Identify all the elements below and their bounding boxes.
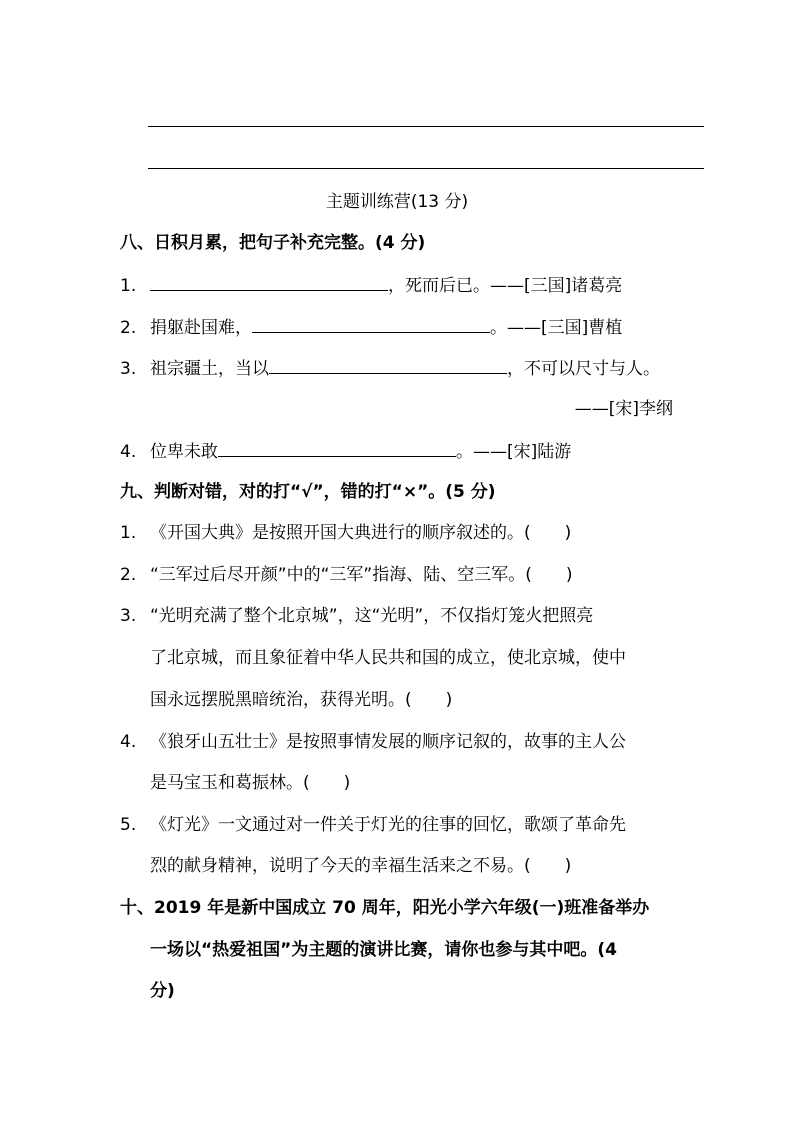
q8-item-4-after: 。——[宋]陆游 xyxy=(456,442,572,462)
q8-item-4-num: 4. xyxy=(120,442,137,462)
q10-line-1: 十、2019 年是新中国成立 70 周年，阳光小学六年级(一)班准备举办 xyxy=(120,898,650,918)
q9-item-5-line-2: 烈的献身精神，说明了今天的幸福生活来之不易。( ) xyxy=(150,856,572,876)
q8-item-1 xyxy=(120,273,622,297)
q8-item-3-before: 祖宗疆土，当以 xyxy=(150,359,269,379)
q8-item-3-num: 3. xyxy=(120,359,137,379)
q10-line-3: 分) xyxy=(150,981,175,1001)
fill-blank-3[interactable] xyxy=(269,356,507,374)
q8-item-3-source: ——[宋]李纲 xyxy=(574,399,673,419)
q9-item-5-line-1: 《灯光》一文通过对一件关于灯光的往事的回忆，歌颂了革命先 xyxy=(150,815,626,835)
q9-item-5 xyxy=(120,814,626,836)
q9-item-4-line-2: 是马宝玉和葛振林。( ) xyxy=(150,773,351,793)
q9-item-1 xyxy=(120,522,571,544)
q9-item-3-num: 3. xyxy=(120,606,137,626)
fill-blank-2[interactable] xyxy=(252,315,490,333)
q9-item-3 xyxy=(120,605,593,627)
q9-item-1-num: 1. xyxy=(120,523,137,543)
q9-item-3-line-3: 国永远摆脱黑暗统治，获得光明。( ) xyxy=(150,690,453,710)
q9-item-3-line-1: “光明充满了整个北京城”，这“光明”，不仅指灯笼火把照亮 xyxy=(150,606,594,626)
q9-item-4-line-1: 《狼牙山五壮士》是按照事情发展的顺序记叙的，故事的主人公 xyxy=(150,732,626,752)
q9-item-4-num: 4. xyxy=(120,732,137,752)
q8-item-2-after: 。——[三国]曹植 xyxy=(490,318,623,338)
q9-item-4 xyxy=(120,731,626,753)
q8-item-4 xyxy=(120,439,571,463)
q8-item-1-num: 1. xyxy=(120,276,137,296)
q8-item-3 xyxy=(120,356,660,380)
q9-item-3-line-2: 了北京城，而且象征着中华人民共和国的成立，使北京城，使中 xyxy=(150,648,626,668)
fill-blank-4[interactable] xyxy=(218,439,456,457)
q8-item-2 xyxy=(120,315,622,339)
section-title: 主题训练营(13 分) xyxy=(325,192,469,212)
q9-item-2 xyxy=(120,564,573,586)
q8-item-2-before: 捐躯赴国难， xyxy=(150,318,252,338)
q8-item-4-before: 位卑未敢 xyxy=(150,442,218,462)
q8-heading: 八、日积月累，把句子补充完整。(4 分) xyxy=(120,233,426,253)
q8-item-2-num: 2. xyxy=(120,318,137,338)
q9-heading: 九、判断对错，对的打“√”，错的打“×”。(5 分) xyxy=(120,482,496,502)
fill-blank-1[interactable] xyxy=(150,273,388,291)
q10-line-2: 一场以“热爱祖国”为主题的演讲比赛，请你也参与其中吧。(4 xyxy=(150,940,617,960)
q8-item-1-after: ，死而后已。——[三国]诸葛亮 xyxy=(388,276,623,296)
q9-item-2-num: 2. xyxy=(120,565,137,585)
q9-item-1-text: 《开国大典》是按照开国大典进行的顺序叙述的。( ) xyxy=(150,523,572,543)
answer-line-1[interactable] xyxy=(148,126,704,127)
q9-item-2-text: “三军过后尽开颜”中的“三军”指海、陆、空三军。( ) xyxy=(150,565,573,585)
answer-line-2[interactable] xyxy=(148,168,704,169)
q8-item-3-after: ，不可以尺寸与人。 xyxy=(507,359,660,379)
q9-item-5-num: 5. xyxy=(120,815,137,835)
